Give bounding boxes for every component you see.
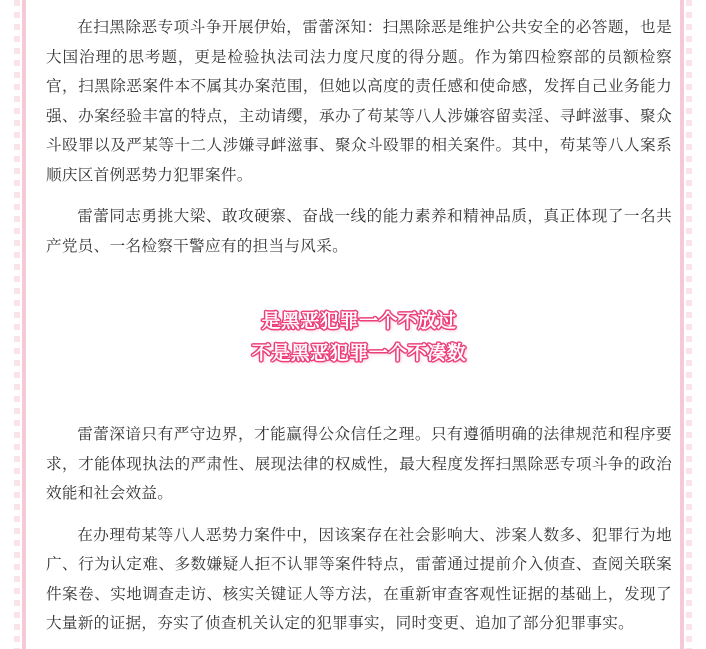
slogan-line-1: 是黑恶犯罪一个不放过 <box>261 310 457 332</box>
article-body <box>46 13 672 639</box>
paragraph-3: 雷蕾深谙只有严守边界，才能赢得公众信任之理。只有遵循明确的法律规范和程序要求，才能体现执法的严肃性、展现法律的权威性，最大程度发挥扫黑除恶专项斗争的政治效能和社会效益。 <box>46 425 672 502</box>
slogan-line-2: 不是黑恶犯罪一个不凑数 <box>251 342 467 364</box>
slogan <box>46 305 672 369</box>
paragraph-4: 在办理苟某等八人恶势力案件中，因该案存在社会影响大、涉案人数多、犯罪行为地广、行为认定难、多数嫌疑人拒不认罪等案件特点，雷蕾通过提前介入侦查、查阅关联案件案卷、实地调查走访、核实关键证人等方法，在重新审查客观性证据的基础上，发现了大量新的证据，夯实了侦查机关认定的犯罪事实，同时变更、追加了部分犯罪事实。 <box>46 525 672 632</box>
paragraph-1: 在扫黑除恶专项斗争开展伊始，雷蕾深知：扫黑除恶是维护公共安全的必答题，也是大国治理的思考题，更是检验执法司法力度尺度的得分题。作为第四检察部的员额检察官，扫黑除恶案件本不属其办案范围，但她以高度的责任感和使命感，发挥自己业务能力强、办案经验丰富的特点，主动请缨，承办了苟某等八人涉嫌容留卖淫、寻衅滋事、聚众斗殴罪以及严某等十二人涉嫌寻衅滋事、聚众斗殴罪的相关案件。其中，苟某等八人案系顺庆区首例恶势力犯罪案件。 <box>46 18 672 184</box>
paragraph-2: 雷蕾同志勇挑大梁、敢攻硬寨、奋战一线的能力素养和精神品质，真正体现了一名共产党员、一名检察干警应有的担当与风采。 <box>46 207 672 255</box>
